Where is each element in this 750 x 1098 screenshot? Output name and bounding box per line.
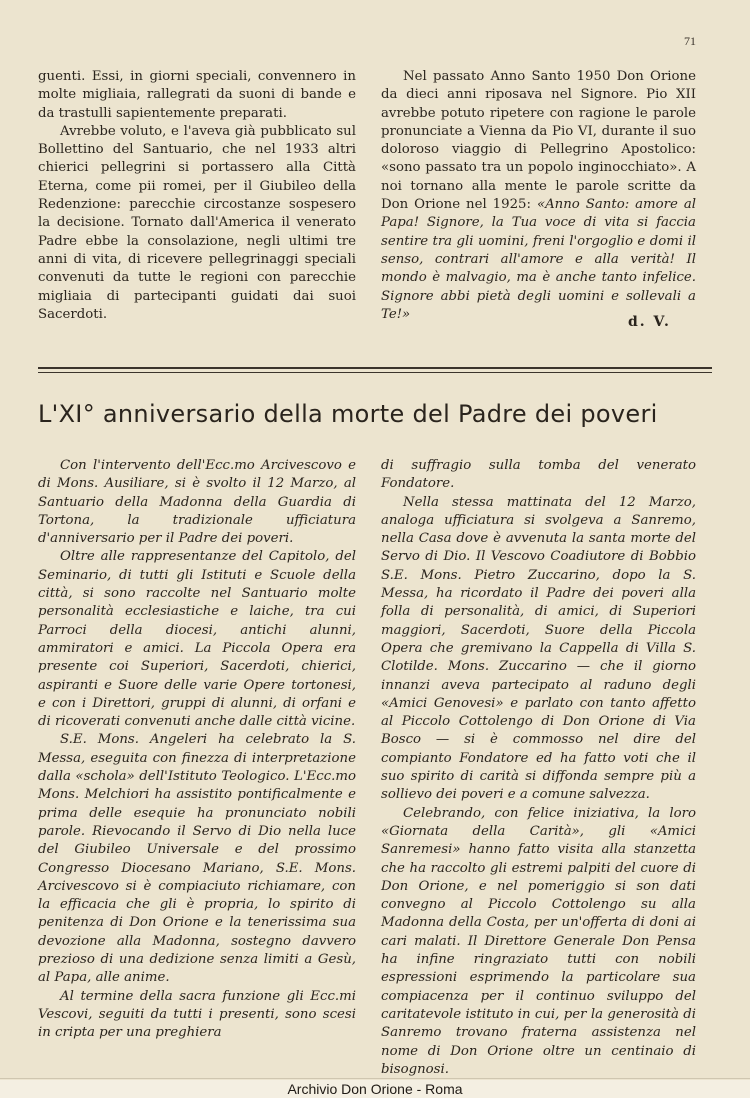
paragraph: guenti. Essi, in giorni speciali, convennero in molte migliaia, rallegrati da suoni di bande e da trastulli sapientemente preparati.	[38, 69, 356, 121]
top-left-column	[38, 68, 356, 324]
separator-rule	[38, 367, 712, 369]
signature: d. V.	[628, 314, 671, 330]
paragraph: Celebrando, con felice iniziativa, la loro «Giornata della Carità», gli «Amici Sanremesi» hanno fatto visita alla stanzetta che ha raccolto gli estremi palpiti del cuore di Don Orione, e nel pomeriggio si son dati convegno al Piccolo Cottolengo su alla Madonna della Costa, per un'offerta di doni ai cari malati. Il Direttore Generale Don Pensa ha infine ringraziato tutti con nobili espressioni esprimendo la particolare sua compiacenza per il continuo sviluppo del caritatevole istituto in cui, per la generosità di Sanremo trovano fraterna assistenza nel nome di Don Orione oltre un centinaio di bisognosi.	[381, 805, 696, 1077]
article-left-column	[38, 457, 356, 1043]
paragraph: Con l'intervento dell'Ecc.mo Arcivescovo e di Mons. Ausiliare, si è svolto il 12 Marzo, al Santuario della Madonna della Guardia di Tortona, la tradizionale ufficiatura d'anniversario per il Padre dei poveri.	[38, 458, 356, 547]
paragraph-quote: «Anno Santo: amore al Papa! Signore, la Tua voce di vita si faccia sentire tra gli uomini, freni l'orgoglio e domi il senso, contrari all'amore e alla verità! Il mondo è malvagio, ma è anche tanto infelice. Signore abbi pietà degli uomini e sollevali a Te!»	[381, 197, 696, 322]
paragraph: Oltre alle rappresentanze del Capitolo, del Seminario, di tutti gli Istituti e Scuole della città, si sono raccolte nel Santuario molte personalità ecclesiastiche e laiche, tra cui Parroci della diocesi, antichi alunni, ammiratori e amici. La Piccola Opera era presente coi Superiori, Sacerdoti, chierici, aspiranti e Suore delle varie Opere tortonesi, e con i Direttori, gruppi di alunni, di orfani e di ricoverati convenuti anche dalle città vicine.	[38, 549, 356, 730]
article-right-column	[381, 457, 696, 1079]
paragraph-plain: Nel passato Anno Santo 1950 Don Orione da dieci anni riposava nel Signore. Pio XII avrebbe potuto ripetere con ragione le parole pronunciate a Vienna da Pio VI, durante il suo doloroso viaggio di Pellegrino Apostolico: «sono passato tra un popolo inginocchiato». A noi tornano alla mente le parole scritte da Don Orione nel 1925:	[381, 69, 696, 213]
page-number: 71	[684, 34, 696, 48]
top-right-column	[381, 68, 696, 324]
paragraph: Nella stessa mattinata del 12 Marzo, analoga ufficiatura si svolgeva a Sanremo, nella Casa dove è avvenuta la santa morte del Servo di Dio. Il Vescovo Coadiutore di Bobbio S.E. Mons. Pietro Zuccarino, dopo la S. Messa, ha ricordato il Padre dei poveri alla folla di personalità, di amici, di Superiori maggiori, Sacerdoti, Suore della Piccola Opera che gremivano la Cappella di Villa S. Clotilde. Mons. Zuccarino — che il giorno innanzi aveva partecipato al raduno degli «Amici Genovesi» e parlato con tanto affetto al Piccolo Cottolengo di Don Orione di Via Bosco — si è commosso nel dire del compianto Fondatore ed ha fatto voti che il suo spirito di carità si diffonda sempre più a sollievo dei poveri e a comune salvezza.	[381, 494, 696, 803]
article-title: L'XI° anniversario della morte del Padre dei poveri	[38, 400, 658, 428]
paragraph: Al termine della sacra funzione gli Ecc.mi Vescovi, seguiti da tutti i presenti, sono scesi in cripta per una preghiera	[38, 988, 356, 1041]
paragraph: Avrebbe voluto, e l'aveva già pubblicato sul Bollettino del Santuario, che nel 1933 altri chierici pellegrini si portassero alla Città Eterna, come pii romei, per il Giubileo della Redenzione: parecchie circostanze sospesero la decisione. Tornato dall'America il venerato Padre ebbe la consolazione, negli ultimi tre anni di vita, di ricevere pellegrinaggi speciali convenuti da tutte le regioni con parecchie migliaia di partecipanti guidati dai suoi Sacerdoti.	[38, 123, 356, 322]
footer-divider	[0, 1078, 750, 1079]
paragraph: di suffragio sulla tomba del venerato Fondatore.	[381, 458, 696, 492]
separator-rule	[38, 372, 712, 373]
paragraph: S.E. Mons. Angeleri ha celebrato la S. Messa, eseguita con finezza di interpretazione dalla «schola» dell'Istituto Teologico. L'Ecc.mo Mons. Melchiori ha assistito pontificalmente e prima delle esequie ha pronunciato nobili parole. Rievocando il Servo di Dio nella luce del Giubileo Universale e del prossimo Congresso Diocesano Mariano, S.E. Mons. Arcivescovo si è compiaciuto richiamare, con la efficacia che gli è propria, lo spirito di penitenza di Don Orione e la tenerissima sua devozione alla Madonna, sostegno davvero prezioso di una dedizione senza limiti a Gesù, al Papa, alle anime.	[38, 732, 356, 986]
archive-footer: Archivio Don Orione - Roma	[0, 1080, 750, 1098]
paragraph	[381, 68, 696, 324]
